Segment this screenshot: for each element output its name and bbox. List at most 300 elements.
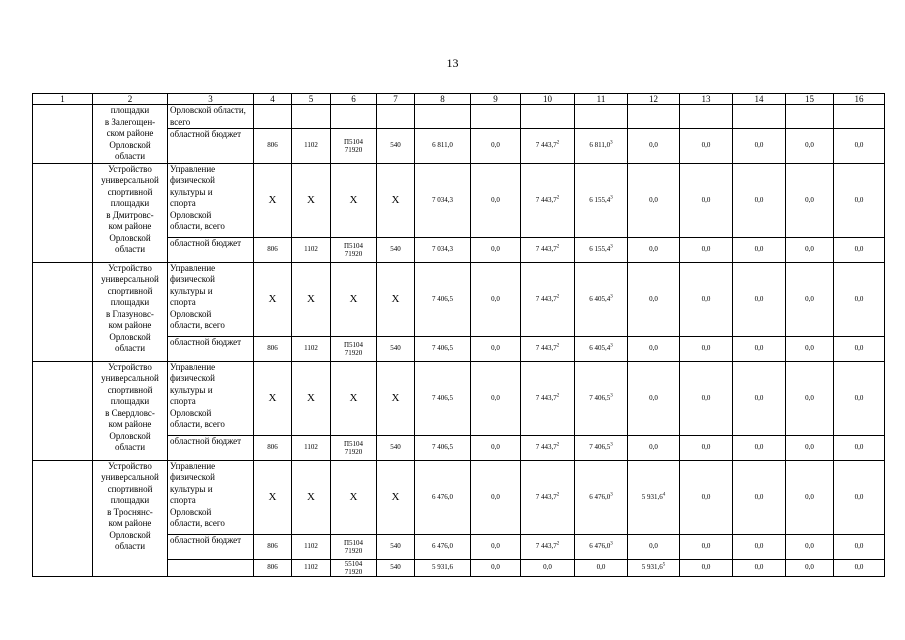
empty-cell: [834, 105, 885, 129]
amount-c13: [680, 435, 733, 460]
table-row-total: [33, 460, 885, 534]
amount-c15: [786, 237, 834, 262]
amount-c16: [834, 163, 885, 237]
amount-c13: [680, 559, 733, 576]
agency-cell: [168, 262, 254, 336]
object-name-line: ком районе: [108, 221, 152, 231]
amount-col9: [471, 129, 521, 163]
column-number-8: 8: [415, 94, 471, 105]
agency-line: Управление: [170, 163, 216, 174]
amount-col12: [628, 163, 680, 237]
amount-col12: [628, 237, 680, 262]
amount-c13-value: 0,0: [701, 542, 711, 550]
amount-c14: [733, 129, 786, 163]
amount-c14-value: 0,0: [754, 542, 764, 550]
column-number-4: 4: [254, 94, 292, 105]
amount-col11-value: 0,0: [596, 563, 606, 571]
department-code: 806: [254, 336, 292, 361]
object-name-line: области: [114, 343, 146, 353]
amount-c16-value: 0,0: [854, 195, 864, 204]
target-article-code-part2: 71920: [344, 249, 363, 258]
amount-col10: [521, 559, 575, 576]
expense-type-code: 540: [377, 534, 415, 559]
not-applicable-mark: X: [292, 163, 331, 237]
object-name-line: спортивной: [107, 483, 153, 494]
amount-col12: [628, 336, 680, 361]
table-row-total: [33, 361, 885, 435]
amount-total-value: 7 034,3: [432, 245, 453, 253]
not-applicable-mark: X: [254, 262, 292, 336]
amount-c14-value: 0,0: [754, 294, 764, 303]
amount-c16-value: 0,0: [854, 245, 864, 253]
amount-total-value: 6 811,0: [432, 141, 453, 150]
footnote-marker: 2: [556, 141, 560, 147]
agency-line: Орловской: [170, 209, 212, 220]
target-article-code: [331, 435, 377, 460]
budget-type-cell: областной бюджет: [168, 435, 254, 460]
not-applicable-mark: X: [254, 460, 292, 534]
amount-col10: [521, 237, 575, 262]
amount-col10-value: 7 443,7: [535, 443, 557, 451]
column-number-2: 2: [93, 94, 168, 105]
empty-cell: [628, 105, 680, 129]
object-name-line: области: [114, 151, 146, 161]
section-code: 1102: [292, 435, 331, 460]
target-article-code-part1: П5104: [343, 137, 364, 146]
amount-col11: [575, 534, 628, 559]
amount-c16-value: 0,0: [854, 393, 864, 402]
amount-col11: [575, 237, 628, 262]
column-1-cell: [33, 163, 93, 262]
amount-col9: [471, 336, 521, 361]
amount-total-value: 7 034,3: [432, 195, 453, 204]
table-row-total: [33, 262, 885, 336]
department-code: 806: [254, 534, 292, 559]
amount-c13-value: 0,0: [701, 344, 711, 352]
amount-col9-value: 0,0: [491, 443, 500, 451]
column-number-15: 15: [786, 94, 834, 105]
amount-c16: [834, 435, 885, 460]
amount-total-value: 7 406,5: [432, 443, 453, 451]
amount-total: [415, 237, 471, 262]
amount-col11-value: 6 476,0: [589, 542, 611, 550]
amount-c15: [786, 336, 834, 361]
agency-line: Орловской: [170, 407, 212, 418]
empty-cell: [680, 105, 733, 129]
amount-c14-value: 0,0: [754, 563, 764, 571]
amount-col12-value: 0,0: [649, 443, 658, 451]
amount-c15-value: 0,0: [805, 195, 814, 204]
amount-c16-value: 0,0: [854, 492, 864, 501]
amount-col9: [471, 262, 521, 336]
amount-col11: [575, 559, 628, 576]
amount-col9-value: 0,0: [491, 344, 500, 352]
empty-cell: [471, 105, 521, 129]
amount-c13: [680, 534, 733, 559]
object-name-line: области: [114, 541, 146, 551]
agency-line: Орловской: [170, 506, 212, 517]
amount-c14: [733, 435, 786, 460]
amount-total: [415, 559, 471, 576]
footnote-marker: 3: [610, 541, 613, 547]
amount-total: [415, 262, 471, 336]
empty-cell: [377, 105, 415, 129]
amount-c16-value: 0,0: [854, 294, 864, 303]
column-number-12: 12: [628, 94, 680, 105]
footnote-marker: 2: [556, 541, 560, 547]
column-1-cell: [33, 105, 93, 164]
amount-total-value: 6 476,0: [432, 542, 453, 550]
object-name-line: ском районе: [106, 128, 154, 138]
amount-col12-value: 0,0: [649, 141, 658, 150]
amount-col12: [628, 534, 680, 559]
amount-c16: [834, 534, 885, 559]
table-row-total: [33, 163, 885, 237]
amount-c15: [786, 361, 834, 435]
amount-c16: [834, 361, 885, 435]
budget-table: [32, 93, 885, 577]
amount-total-value: 7 406,5: [432, 294, 453, 303]
column-1-cell: [33, 361, 93, 460]
amount-c14-value: 0,0: [754, 245, 764, 253]
amount-col12-value: 0,0: [649, 542, 658, 550]
amount-total: [415, 129, 471, 163]
footnote-marker: 2: [556, 442, 560, 448]
target-article-code: [331, 534, 377, 559]
object-name-line: Орловской: [109, 430, 151, 441]
agency-line: области, всего: [170, 518, 225, 528]
agency-line: культуры и: [170, 285, 213, 296]
not-applicable-mark: X: [377, 460, 415, 534]
amount-c15: [786, 534, 834, 559]
amount-col10: [521, 262, 575, 336]
amount-c13-value: 0,0: [701, 492, 711, 501]
object-name-cell: [93, 460, 168, 576]
amount-col11: [575, 129, 628, 163]
amount-total: [415, 534, 471, 559]
column-number-1: 1: [33, 94, 93, 105]
amount-c13-value: 0,0: [701, 195, 711, 204]
amount-col11-value: 6 155,4: [589, 195, 611, 204]
amount-c13-value: 0,0: [701, 393, 711, 402]
amount-col9-value: 0,0: [491, 542, 500, 550]
target-article-code-part2: 71920: [344, 567, 363, 576]
budget-type-cell: областной бюджет: [168, 534, 254, 559]
amount-c16: [834, 237, 885, 262]
budget-type-cell: областной бюджет: [168, 336, 254, 361]
amount-col9-value: 0,0: [491, 492, 500, 501]
expense-type-code: 540: [377, 435, 415, 460]
amount-col9-value: 0,0: [491, 393, 500, 402]
amount-c14: [733, 163, 786, 237]
amount-c14: [733, 559, 786, 576]
object-name-line: в Глазуновс-: [106, 308, 154, 319]
amount-c16-value: 0,0: [854, 542, 864, 550]
footnote-marker: 2: [556, 492, 560, 498]
not-applicable-mark: X: [377, 262, 415, 336]
amount-col12: [628, 460, 680, 534]
not-applicable-mark: X: [254, 361, 292, 435]
amount-c16: [834, 460, 885, 534]
amount-col12: [628, 559, 680, 576]
agency-line: культуры и: [170, 384, 213, 395]
empty-cell: [292, 105, 331, 129]
amount-col11: [575, 361, 628, 435]
not-applicable-mark: X: [292, 361, 331, 435]
amount-col10-value: 7 443,7: [535, 393, 557, 402]
column-number-5: 5: [292, 94, 331, 105]
amount-c15: [786, 435, 834, 460]
amount-col9-value: 0,0: [491, 294, 500, 303]
object-name-line: области: [114, 244, 146, 254]
object-name-line: площадки: [110, 495, 150, 505]
column-number-13: 13: [680, 94, 733, 105]
amount-c13-value: 0,0: [701, 141, 711, 150]
amount-col11-value: 7 406,5: [589, 393, 611, 402]
object-name-line: Устройство: [108, 460, 152, 471]
footnote-marker: 2: [556, 343, 560, 349]
amount-c15-value: 0,0: [805, 141, 814, 150]
not-applicable-mark: X: [254, 163, 292, 237]
object-name-line: площадки: [110, 105, 150, 115]
amount-col10: [521, 460, 575, 534]
agency-line: спорта: [170, 297, 196, 307]
amount-total: [415, 435, 471, 460]
expense-type-code: 540: [377, 237, 415, 262]
amount-c14-value: 0,0: [754, 195, 764, 204]
amount-c13-value: 0,0: [701, 245, 711, 253]
budget-type-cell: [168, 559, 254, 576]
not-applicable-mark: X: [292, 262, 331, 336]
agency-line: физической: [170, 175, 215, 185]
object-name-cell: [93, 105, 168, 164]
table-row-continuation: [33, 105, 885, 129]
amount-col11-value: 6 476,0: [589, 492, 611, 501]
footnote-marker: 3: [610, 294, 613, 300]
section-code: 1102: [292, 237, 331, 262]
amount-c13-value: 0,0: [701, 294, 711, 303]
footnote-marker: 3: [610, 343, 613, 349]
column-number-3: 3: [168, 94, 254, 105]
empty-cell: [521, 105, 575, 129]
amount-c16: [834, 336, 885, 361]
amount-c15: [786, 460, 834, 534]
object-name-line: ком районе: [108, 320, 152, 330]
amount-col11-value: 7 406,5: [589, 443, 611, 451]
amount-c14: [733, 237, 786, 262]
amount-col11-value: 6 405,4: [589, 294, 611, 303]
section-code: 1102: [292, 336, 331, 361]
footnote-marker: 4: [662, 492, 666, 498]
object-name-line: в Троснянс-: [107, 506, 153, 517]
target-article-code: [331, 336, 377, 361]
budget-type-cell: областной бюджет: [168, 129, 254, 163]
agency-line: Управление: [170, 262, 216, 273]
page-number: 13: [446, 56, 459, 70]
amount-col9: [471, 559, 521, 576]
target-article-code: [331, 559, 377, 576]
amount-c15: [786, 163, 834, 237]
amount-col10-value: 7 443,7: [535, 195, 557, 204]
agency-cell: [168, 460, 254, 534]
agency-line: Орловской: [170, 308, 212, 319]
department-code: 806: [254, 559, 292, 576]
agency-line: физической: [170, 373, 215, 383]
agency-line: области, всего: [170, 419, 225, 429]
object-name-line: площадки: [110, 297, 150, 307]
amount-c13-value: 0,0: [701, 563, 711, 571]
amount-col11-value: 6 405,4: [589, 344, 611, 352]
amount-col9: [471, 435, 521, 460]
amount-col12-value: 0,0: [649, 294, 658, 303]
amount-c13: [680, 129, 733, 163]
not-applicable-mark: X: [331, 262, 377, 336]
amount-c14-value: 0,0: [754, 141, 764, 150]
budget-type-cell: областной бюджет: [168, 237, 254, 262]
expense-type-code: 540: [377, 336, 415, 361]
empty-cell: [331, 105, 377, 129]
amount-c15-value: 0,0: [805, 563, 814, 571]
amount-c14: [733, 336, 786, 361]
object-name-line: Орловской: [109, 331, 151, 342]
column-1-cell: [33, 262, 93, 361]
object-name-line: спортивной: [107, 186, 153, 197]
object-name-line: площадки: [110, 396, 150, 406]
object-name-line: ком районе: [108, 518, 152, 528]
amount-col9: [471, 163, 521, 237]
amount-col11: [575, 163, 628, 237]
agency-line: Управление: [170, 460, 216, 471]
section-code: 1102: [292, 559, 331, 576]
empty-cell: [786, 105, 834, 129]
amount-col12-value: 5 931,6: [641, 492, 663, 501]
empty-cell: [575, 105, 628, 129]
amount-col10: [521, 435, 575, 460]
amount-col12: [628, 262, 680, 336]
object-name-cell: [93, 163, 168, 262]
column-number-16: 16: [834, 94, 885, 105]
footnote-marker: 2: [556, 244, 560, 250]
footnote-marker: 3: [610, 141, 613, 147]
object-name-line: площадки: [110, 198, 150, 208]
target-article-code: [331, 237, 377, 262]
empty-cell: [733, 105, 786, 129]
object-name-line: области: [114, 442, 146, 452]
object-name-line: ком районе: [108, 419, 152, 429]
department-code: 806: [254, 129, 292, 163]
column-number-6: 6: [331, 94, 377, 105]
object-name-line: Устройство: [108, 163, 152, 174]
column-number-row: [33, 94, 885, 105]
agency-line: области, всего: [170, 221, 225, 231]
amount-c16: [834, 559, 885, 576]
amount-col10: [521, 336, 575, 361]
amount-c15-value: 0,0: [805, 393, 814, 402]
amount-c15: [786, 262, 834, 336]
column-number-10: 10: [521, 94, 575, 105]
target-article-code-part2: 71920: [344, 546, 363, 555]
agency-line: культуры и: [170, 483, 213, 494]
amount-col12-value: 0,0: [649, 195, 658, 204]
amount-col9-value: 0,0: [491, 563, 500, 571]
amount-c15-value: 0,0: [805, 443, 814, 451]
amount-col10: [521, 534, 575, 559]
amount-c16: [834, 262, 885, 336]
footnote-marker: 3: [610, 195, 613, 201]
amount-c14-value: 0,0: [754, 492, 764, 501]
amount-col9-value: 0,0: [491, 141, 500, 150]
department-code: 806: [254, 237, 292, 262]
footnote-marker: 3: [610, 442, 613, 448]
agency-cell: [168, 163, 254, 237]
amount-c16-value: 0,0: [854, 141, 864, 150]
target-article-code-part1: П5104: [343, 538, 364, 547]
amount-total: [415, 163, 471, 237]
amount-total: [415, 336, 471, 361]
amount-col10-value: 0,0: [543, 563, 552, 571]
amount-col11-value: 6 811,0: [589, 141, 611, 150]
amount-c15-value: 0,0: [805, 492, 814, 501]
amount-total-value: 7 406,5: [432, 344, 453, 352]
amount-col9: [471, 237, 521, 262]
object-name-cell: [93, 262, 168, 361]
amount-c13: [680, 361, 733, 435]
agency-line: спорта: [170, 396, 196, 406]
footnote-marker: 3: [610, 393, 613, 399]
amount-c14: [733, 262, 786, 336]
amount-col11-value: 6 155,4: [589, 245, 611, 253]
footnote-marker: 2: [556, 393, 560, 399]
footnote-marker: 3: [610, 492, 613, 498]
not-applicable-mark: X: [377, 163, 415, 237]
amount-col11: [575, 262, 628, 336]
object-name-line: Орловской: [109, 529, 151, 540]
amount-c15-value: 0,0: [805, 542, 814, 550]
amount-total: [415, 460, 471, 534]
amount-col10: [521, 129, 575, 163]
amount-total-value: 7 406,5: [432, 393, 453, 402]
agency-line: спорта: [170, 495, 196, 505]
amount-col11: [575, 460, 628, 534]
column-1-cell: [33, 460, 93, 576]
amount-col10-value: 7 443,7: [535, 542, 557, 550]
agency-line: области, всего: [170, 320, 225, 330]
amount-c14: [733, 534, 786, 559]
object-name-line: универсальной: [101, 472, 159, 482]
not-applicable-mark: X: [331, 460, 377, 534]
amount-col9: [471, 460, 521, 534]
amount-col11: [575, 435, 628, 460]
target-article-code-part1: 55104: [344, 559, 363, 568]
expense-type-code: 540: [377, 129, 415, 163]
object-name-line: Устройство: [108, 361, 152, 372]
object-name-line: универсальной: [101, 175, 159, 185]
object-name-line: Орловской: [109, 139, 151, 150]
amount-total-value: 6 476,0: [432, 492, 453, 501]
not-applicable-mark: X: [292, 460, 331, 534]
amount-c14-value: 0,0: [754, 344, 764, 352]
amount-col12-value: 0,0: [649, 344, 658, 352]
object-name-line: Орловской: [109, 232, 151, 243]
not-applicable-mark: X: [331, 361, 377, 435]
amount-col12-value: 0,0: [649, 245, 658, 253]
amount-c14: [733, 460, 786, 534]
object-name-line: Устройство: [108, 262, 152, 273]
section-code: 1102: [292, 534, 331, 559]
amount-c13: [680, 336, 733, 361]
agency-line: физической: [170, 274, 215, 284]
amount-c15-value: 0,0: [805, 245, 814, 253]
